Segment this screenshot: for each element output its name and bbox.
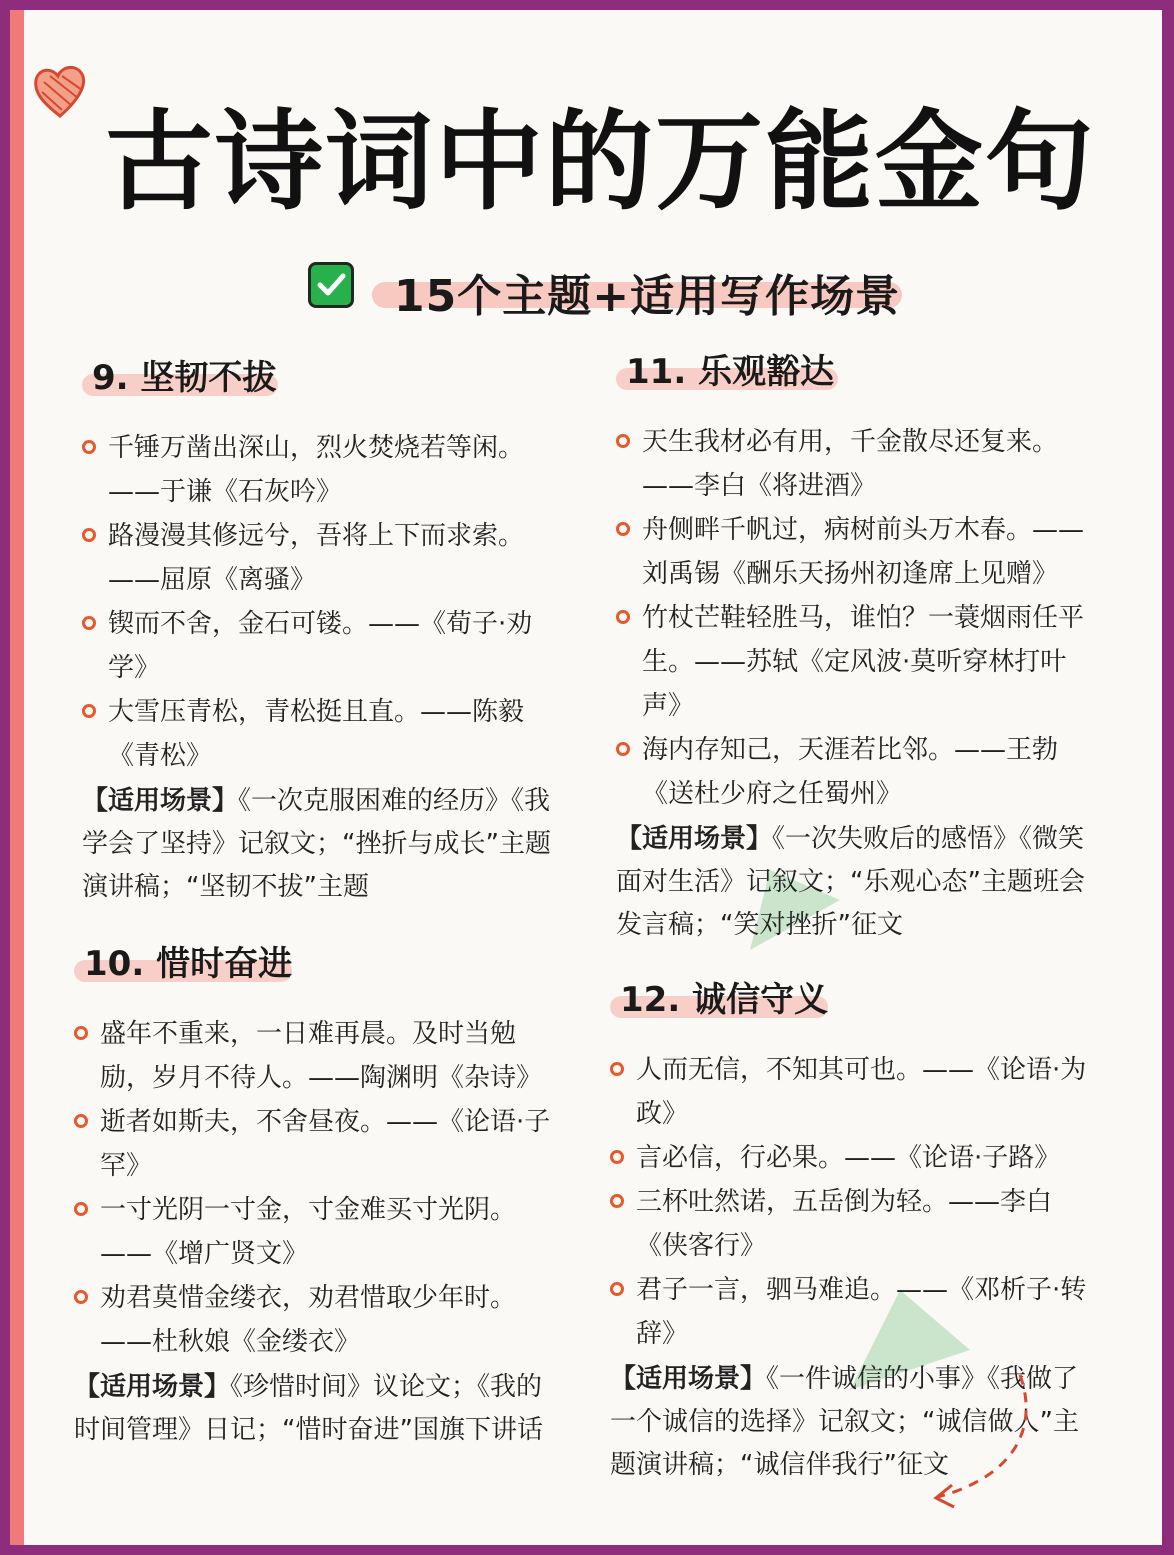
page xyxy=(10,10,1162,1545)
quote-item: 言必信，行必果。——《论语·子路》 xyxy=(610,1136,1090,1180)
quote-item: 大雪压青松，青松挺且直。——陈毅《青松》 xyxy=(82,690,552,778)
quote-item: 盛年不重来，一日难再晨。及时当勉励，岁月不待人。——陶渊明《杂诗》 xyxy=(74,1012,552,1100)
scene-text: 【适用场景】《一件诚信的小事》《我做了一个诚信的选择》记叙文；“诚信做人”主题演讲稿；“诚信伴我行”征文 xyxy=(610,1364,1079,1480)
subtitle-banner xyxy=(308,256,928,322)
bullet-icon xyxy=(610,1194,624,1208)
bullet-icon xyxy=(82,704,96,718)
bullet-icon xyxy=(82,616,96,630)
bullet-icon xyxy=(74,1026,88,1040)
left-stripe xyxy=(10,10,24,1545)
bullet-icon xyxy=(82,528,96,542)
section-title: 10. 惜时奋进 xyxy=(84,944,293,984)
bullet-icon xyxy=(616,522,630,536)
page-title: 古诗词中的万能金句 xyxy=(104,100,1095,225)
check-icon xyxy=(308,262,354,308)
bullet-icon xyxy=(610,1062,624,1076)
scene-text: 【适用场景】《珍惜时间》议论文；《我的时间管理》日记；“惜时奋进”国旗下讲话 xyxy=(74,1372,543,1445)
quote-item: 君子一言，驷马难追。——《邓析子·转辞》 xyxy=(610,1268,1090,1356)
quote-item: 锲而不舍，金石可镂。——《荀子·劝学》 xyxy=(82,602,552,690)
section-header xyxy=(610,972,1090,1028)
quote-item: 人而无信，不知其可也。——《论语·为政》 xyxy=(610,1048,1090,1136)
arrow-icon xyxy=(928,1365,1038,1515)
scene-tag: 【适用场景】 xyxy=(610,1364,767,1394)
quote-item: 竹杖芒鞋轻胜马，谁怕？一蓑烟雨任平生。——苏轼《定风波·莫听穿林打叶声》 xyxy=(616,596,1092,728)
quote-item: 千锤万凿出深山，烈火焚烧若等闲。——于谦《石灰吟》 xyxy=(82,426,552,514)
scene-tag: 【适用场景】 xyxy=(82,786,239,816)
bullet-icon xyxy=(616,742,630,756)
section-9 xyxy=(82,350,552,909)
quote-item: 一寸光阴一寸金，寸金难买寸光阴。——《增广贤文》 xyxy=(74,1188,552,1276)
bullet-icon xyxy=(616,610,630,624)
bullet-icon xyxy=(610,1282,624,1296)
scene-text: 【适用场景】《一次失败后的感悟》《微笑面对生活》记叙文；“乐观心态”主题班会发言稿；“笑对挫折”征文 xyxy=(616,824,1085,940)
quote-item: 路漫漫其修远兮，吾将上下而求索。——屈原《离骚》 xyxy=(82,514,552,602)
scene-text: 【适用场景】《一次克服困难的经历》《我学会了坚持》记叙文；“挫折与成长”主题演讲稿；“坚韧不拔”主题 xyxy=(82,786,551,902)
bullet-icon xyxy=(616,434,630,448)
quote-item: 舟侧畔千帆过，病树前头万木春。——刘禹锡《酬乐天扬州初逢席上见赠》 xyxy=(616,508,1092,596)
section-title: 12. 诚信守义 xyxy=(620,980,829,1020)
scene-tag: 【适用场景】 xyxy=(616,824,773,854)
quote-item: 天生我材必有用，千金散尽还复来。——李白《将进酒》 xyxy=(616,420,1092,508)
bullet-icon xyxy=(74,1202,88,1216)
bullet-icon xyxy=(74,1290,88,1304)
quote-item: 三杯吐然诺，五岳倒为轻。——李白《侠客行》 xyxy=(610,1180,1090,1268)
scene-tag: 【适用场景】 xyxy=(74,1372,231,1402)
quote-item: 海内存知己，天涯若比邻。——王勃《送杜少府之任蜀州》 xyxy=(616,728,1092,816)
subtitle: 15个主题+适用写作场景 xyxy=(394,271,901,322)
section-11 xyxy=(616,344,1092,947)
section-title: 9. 坚韧不拔 xyxy=(92,358,277,398)
bullet-icon xyxy=(610,1150,624,1164)
quote-item: 逝者如斯夫，不舍昼夜。——《论语·子罕》 xyxy=(74,1100,552,1188)
section-header xyxy=(82,350,552,406)
bullet-icon xyxy=(74,1114,88,1128)
quote-item: 劝君莫惜金缕衣，劝君惜取少年时。——杜秋娘《金缕衣》 xyxy=(74,1276,552,1364)
section-10 xyxy=(74,936,552,1452)
section-header xyxy=(74,936,552,992)
section-header xyxy=(616,344,1092,400)
section-title: 11. 乐观豁达 xyxy=(626,352,835,392)
bullet-icon xyxy=(82,440,96,454)
